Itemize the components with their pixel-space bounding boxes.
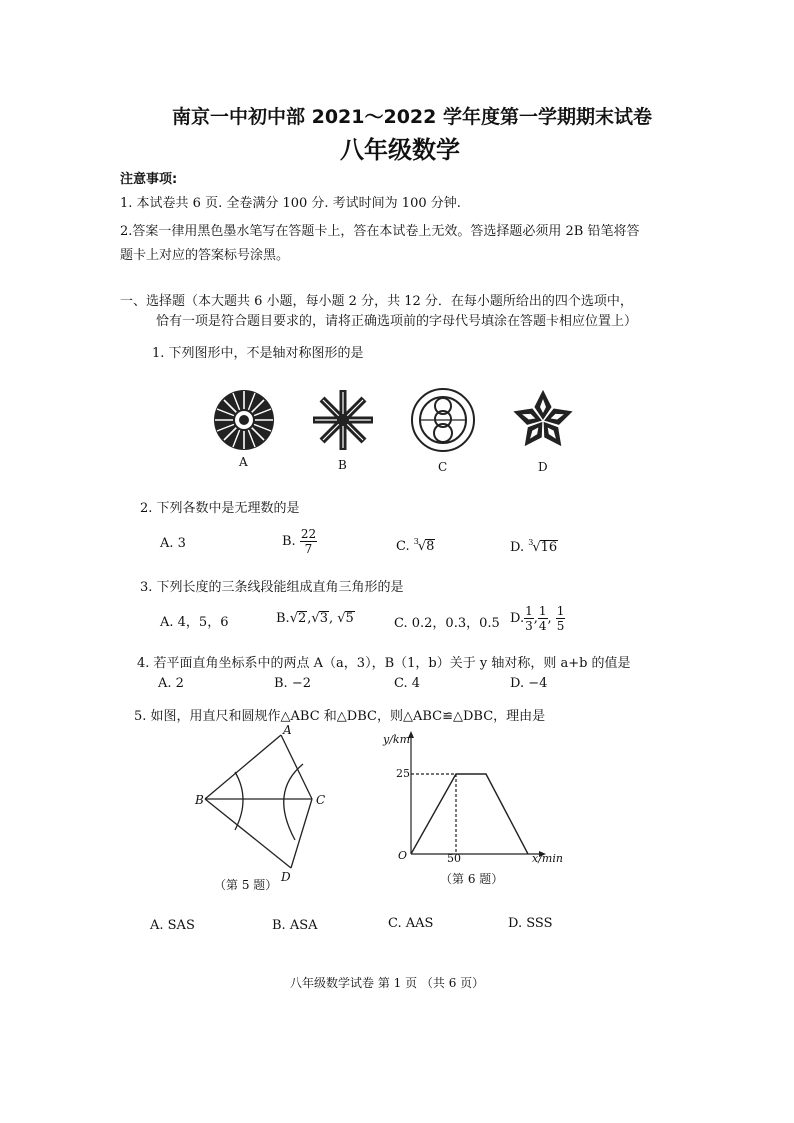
fig5-vertex-b: B [195,793,204,807]
page-footer: 八年级数学试卷 第 1 页 （共 6 页） [290,976,485,990]
root-index: 3 [413,537,419,546]
fig6-caption: （第 6 题） [440,872,504,886]
question-3-option-d: D. $\frac{1}{3}$ , $\frac{1}{4}$ , $\frac{1}{5}$ [510,604,565,633]
notice-heading: 注意事项: [120,172,178,187]
question-4-option-a: A. 2 [158,676,184,691]
radicand: 16 [540,540,558,555]
fig6-origin-label: O [398,849,408,862]
segment-ba [205,735,281,799]
denominator: 5 [556,619,565,633]
question-3-option-c: C. 0.2，0.3，0.5 [394,616,500,631]
question-1-label-b: B [338,458,347,472]
fig5-vertex-a: A [283,723,292,737]
figure-d-star-diamonds [512,391,574,450]
section-1-instructions: 恰有一项是符合题目要求的，请将正确选项前的字母代号填涂在答题卡相应位置上） [156,314,638,329]
fraction [300,527,317,556]
question-5-option-d: D. SSS [508,916,553,931]
question-3-option-a: A. 4，5，6 [160,615,229,630]
question-5-option-b: B. ASA [272,918,318,933]
section-1-heading: 一、选择题（本大题共 6 小题，每小题 2 分，共 12 分．在每小题所给出的四个选项中， [120,294,633,309]
root-index: 3 [528,538,534,547]
fig5-vertex-c: C [316,793,326,807]
notice-item-2-line-2: 题卡上对应的答案标号涂黑。 [120,248,290,263]
denominator: 3 [525,619,533,633]
segment-dc [291,799,312,868]
question-2-option-a: A. 3 [160,536,186,551]
question-4-option-d: D. −4 [510,676,548,691]
segment-bd [205,799,291,868]
question-2-option-b [282,527,317,556]
question-2-option-d: D. $^3$√16 [510,538,558,555]
notice-item-2-line-1: 2.答案一律用黑色墨水笔写在答题卡上，答在本试卷上无效。答选择题必须用 2B 铅笔将答 [120,224,640,239]
denominator: 7 [304,542,313,556]
distance-time-polyline [411,774,528,854]
fig5-vertex-d: D [281,870,291,884]
question-3-stem: 3. 下列长度的三条线段能组成直角三角形的是 [140,580,404,595]
notice-item-1: 1. 本试卷共 6 页. 全卷满分 100 分. 考试时间为 100 分钟. [120,196,461,211]
arc-left [235,772,243,830]
question-1-figures [200,385,580,455]
numerator: 22 [300,527,317,541]
figure-6-graph [380,728,570,868]
fraction [538,604,548,633]
figure-a-radial-disc [214,390,274,450]
fraction [524,604,534,633]
exam-title: 南京一中初中部 2021～2022 学年度第一学期期末试卷 [172,106,652,128]
question-5-option-c: C. AAS [388,916,434,931]
figure-b-snowflake [313,390,373,450]
figure-c-nested-circles [412,389,474,451]
question-4-option-b: B. −2 [274,676,311,691]
question-3-option-b: B.√2,√3, √5 [276,611,354,626]
exam-subtitle: 八年级数学 [340,136,460,164]
fig6-y-axis-label: y/km [383,733,411,746]
radicand: 3 [319,611,328,626]
option-b-letter: B. [276,611,290,626]
option-b-letter: B. [282,534,296,549]
fig6-y-tick-25: 25 [396,767,410,780]
radicand: 8 [426,539,435,554]
option-c-letter: C. [396,539,410,554]
question-1-label-c: C [438,460,448,474]
question-1-label-a: A [239,455,248,469]
radicand: 5 [345,611,354,626]
numerator: 1 [556,604,565,618]
denominator: 4 [538,619,547,633]
question-4-option-c: C. 4 [394,676,421,691]
question-1-stem: 1. 下列图形中，不是轴对称图形的是 [152,346,364,361]
question-5-option-a: A. SAS [150,918,195,933]
question-1-label-d: D [538,460,548,474]
numerator: 1 [538,604,547,618]
fig5-caption: （第 5 题） [214,878,278,892]
option-d-letter: D. [510,540,525,555]
question-5-stem: 5. 如图，用直尺和圆规作△ABC 和△DBC，则△ABC≌△DBC，理由是 [134,709,546,724]
radicand: 2 [297,611,307,626]
option-d-letter: D. [510,611,525,626]
question-2-option-c: C. $^3$√8 [396,537,435,554]
fraction [556,604,566,633]
question-2-stem: 2. 下列各数中是无理数的是 [140,501,300,516]
fig6-x-tick-50: 50 [447,852,461,865]
fig6-x-axis-label: x/min [532,852,563,865]
numerator: 1 [525,604,533,618]
question-4-stem: 4. 若平面直角坐标系中的两点 A（a，3），B（1，b）关于 y 轴对称，则 a+b 的值是 [137,656,631,671]
